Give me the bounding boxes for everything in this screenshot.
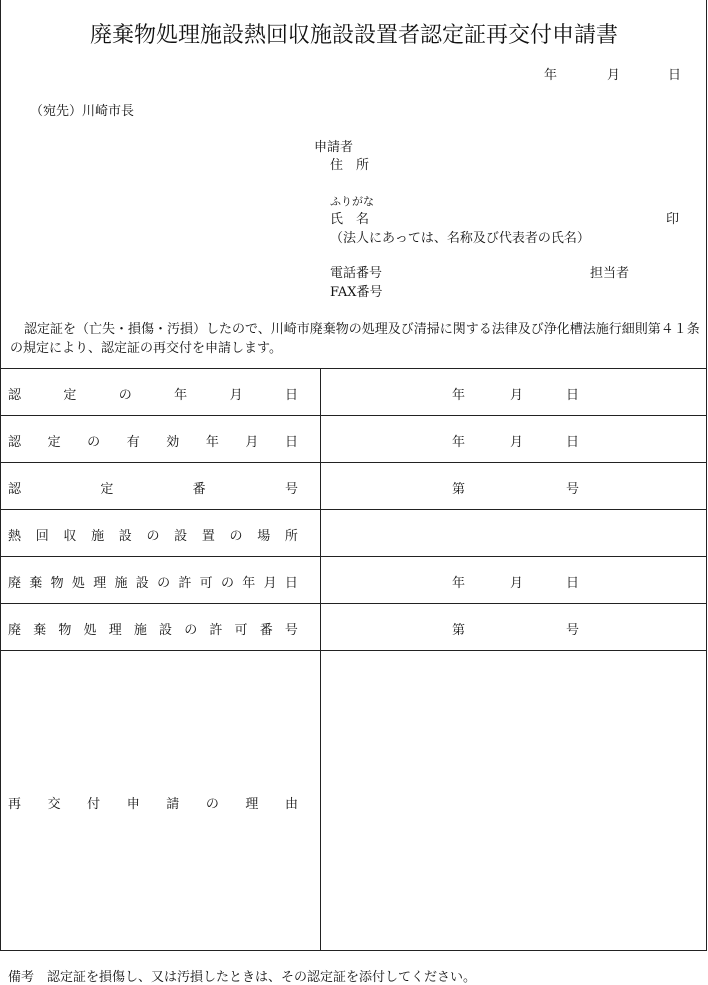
row-value-unit: 日	[566, 576, 580, 591]
row-label	[8, 478, 298, 497]
note: 備考 認定証を損傷し、又は汚損したときは、その認定証を添付してください。	[8, 970, 477, 985]
furigana-label: ふりがな	[330, 195, 374, 208]
row-label-char: 請	[166, 797, 180, 812]
table-row	[0, 650, 707, 951]
row-label-char: の	[220, 576, 234, 591]
addressee: （宛先）川崎市長	[30, 104, 135, 119]
row-label-char: 物	[58, 623, 72, 638]
row-label-char: 認	[8, 435, 22, 450]
row-value-unit: 日	[566, 388, 580, 403]
row-label-char: の	[157, 576, 171, 591]
table-row	[0, 415, 707, 462]
row-entry-field[interactable]	[322, 652, 702, 951]
row-label-char: 施	[133, 623, 147, 638]
row-label-char: 認	[8, 482, 22, 497]
row-label-char: 日	[284, 388, 298, 403]
header-month: 月	[607, 68, 621, 83]
row-value-unit: 号	[566, 482, 580, 497]
row-value-unit: 号	[566, 623, 580, 638]
row-label	[8, 384, 298, 403]
row-label-char: 棄	[33, 623, 47, 638]
table-row	[0, 603, 707, 650]
row-value-unit: 日	[566, 435, 580, 450]
row-label-char: 物	[50, 576, 64, 591]
row-label-char: 場	[257, 529, 271, 544]
row-label-char: の	[118, 388, 132, 403]
row-label-char: 熱	[8, 529, 22, 544]
row-label-char: 理	[108, 623, 122, 638]
row-label-char: 月	[229, 388, 243, 403]
row-label-char: 回	[35, 529, 49, 544]
row-label-char: 申	[126, 797, 140, 812]
row-label-char: 付	[87, 797, 101, 812]
table-row	[0, 462, 707, 509]
row-label-char: の	[205, 797, 219, 812]
row-label-char: 設	[159, 623, 173, 638]
row-label	[8, 525, 298, 544]
body-text-content: 認定証を（亡失・損傷・汚損）したので、川崎市廃棄物の処理及び清掃に関する法律及び浄化槽法施行細則第４１条の規定により、認定証の再交付を申請します。	[10, 322, 700, 356]
row-label-char: 定	[47, 435, 61, 450]
row-label-char: 廃	[8, 576, 22, 591]
row-label-char: 施	[91, 529, 105, 544]
row-label-char: 月	[263, 576, 277, 591]
row-label-char: 号	[284, 623, 298, 638]
row-label-char: 設	[174, 529, 188, 544]
row-label-char: 日	[284, 435, 298, 450]
row-label-char: の	[184, 623, 198, 638]
row-label-char: 月	[245, 435, 259, 450]
row-label-char: 番	[192, 482, 206, 497]
row-value-unit: 月	[510, 576, 524, 591]
row-label-char: 処	[83, 623, 97, 638]
table-divider	[320, 368, 321, 951]
row-label-char: 由	[284, 797, 298, 812]
phone-label: 電話番号	[330, 266, 383, 281]
form-title: 廃棄物処理施設熱回収施設設置者認定証再交付申請書	[89, 23, 618, 48]
row-label-char: の	[146, 529, 160, 544]
row-label-char: 年	[205, 435, 219, 450]
row-value-unit: 年	[452, 388, 466, 403]
row-label-char: 定	[100, 482, 114, 497]
row-label-char: 処	[71, 576, 85, 591]
row-label-char: 理	[245, 797, 259, 812]
fax-label: FAX番号	[330, 285, 383, 300]
row-label-char: 設	[118, 529, 132, 544]
row-label-char: 有	[126, 435, 140, 450]
row-label-char: 棄	[29, 576, 43, 591]
row-value-unit: 年	[452, 435, 466, 450]
row-label-char: 可	[199, 576, 213, 591]
row-entry-field[interactable]	[322, 511, 702, 556]
row-label-char: 再	[8, 797, 22, 812]
row-label-char: 定	[63, 388, 77, 403]
row-label-char: 設	[135, 576, 149, 591]
row-label-char: 収	[63, 529, 77, 544]
row-value-unit: 年	[452, 576, 466, 591]
row-label-char: 番	[259, 623, 273, 638]
address-label: 住 所	[330, 158, 370, 173]
row-label-char: 廃	[8, 623, 22, 638]
row-value-unit: 第	[452, 623, 466, 638]
contact-label: 担当者	[590, 266, 630, 281]
row-label	[8, 572, 298, 591]
table-row	[0, 509, 707, 556]
applicant-heading: 申請者	[314, 140, 354, 155]
row-label-char: 日	[284, 576, 298, 591]
row-label-char: 交	[47, 797, 61, 812]
name-label: 氏 名	[330, 212, 370, 227]
row-value-unit: 第	[452, 482, 466, 497]
row-label-char: 許	[209, 623, 223, 638]
seal-label: 印	[666, 212, 680, 227]
table-row	[0, 556, 707, 603]
row-label-char: 許	[178, 576, 192, 591]
body-text	[10, 320, 702, 358]
row-label-char: 効	[166, 435, 180, 450]
row-label	[8, 431, 298, 450]
corp-note: （法人にあっては、名称及び代表者の氏名）	[330, 231, 590, 246]
row-label-char: の	[87, 435, 101, 450]
row-label-char: 年	[174, 388, 188, 403]
row-label-char: 号	[284, 482, 298, 497]
header-day: 日	[668, 68, 682, 83]
row-label-char: 年	[242, 576, 256, 591]
table-row	[0, 368, 707, 415]
header-year: 年	[544, 68, 558, 83]
row-label-char: 認	[8, 388, 22, 403]
row-label-char: の	[229, 529, 243, 544]
row-label-char: 置	[201, 529, 215, 544]
row-label-char: 施	[114, 576, 128, 591]
row-label-char: 理	[93, 576, 107, 591]
row-value-unit: 月	[510, 435, 524, 450]
row-label-char: 可	[234, 623, 248, 638]
row-label-char: 所	[284, 529, 298, 544]
row-label	[8, 793, 298, 812]
row-label	[8, 619, 298, 638]
row-value-unit: 月	[510, 388, 524, 403]
